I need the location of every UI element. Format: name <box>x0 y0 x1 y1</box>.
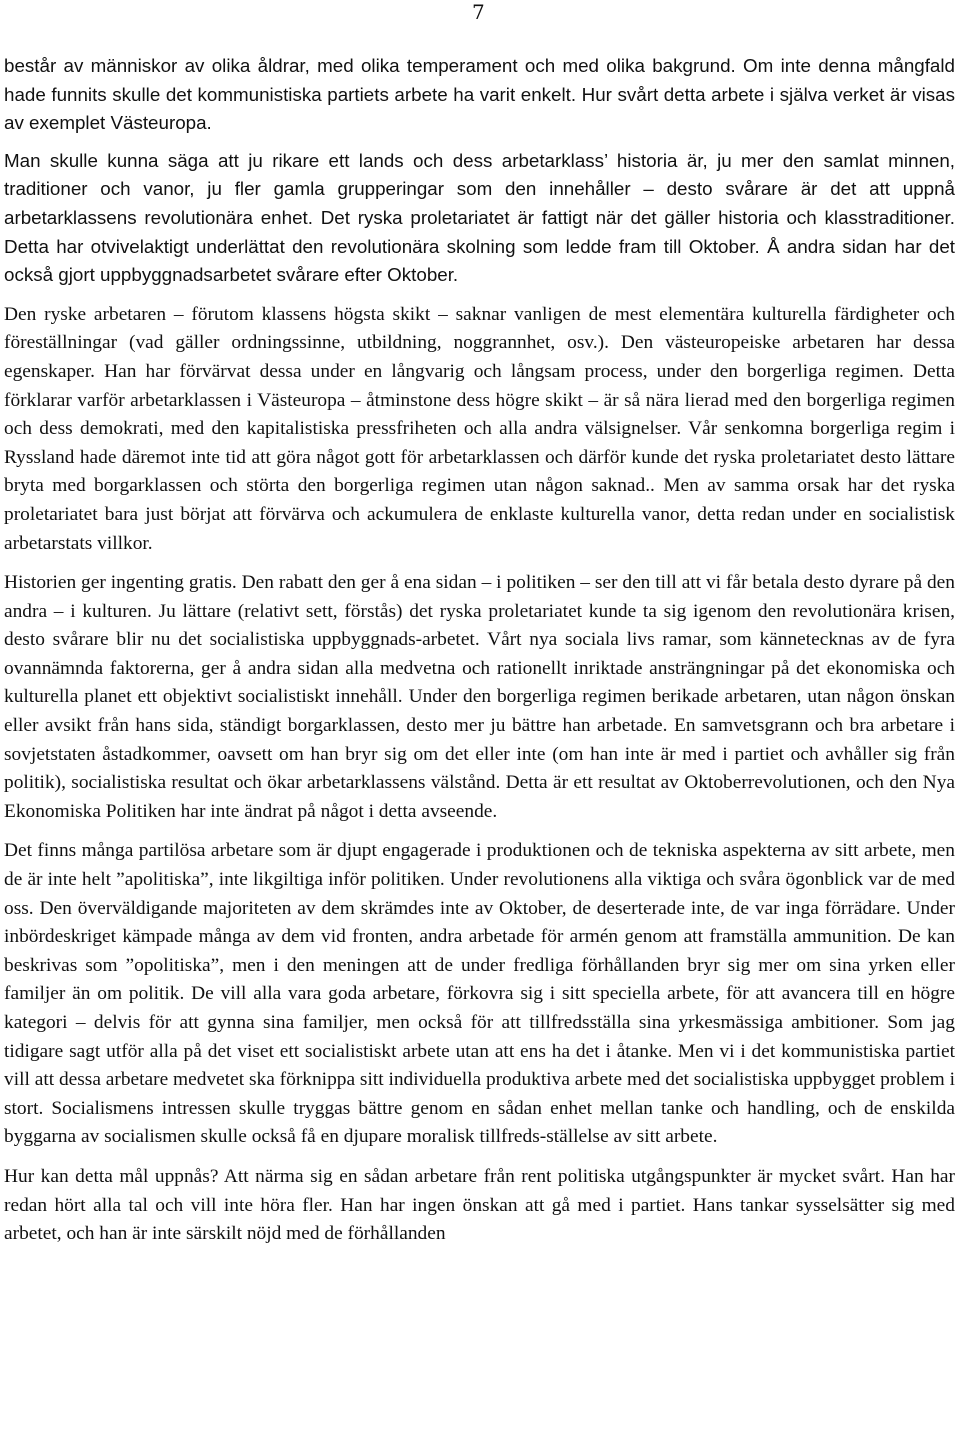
paragraph-1: består av människor av olika åldrar, med olika temperament och med olika bakgrund. Om inte denna mångfald hade funnits skulle det kommunistiska partiets arbete ha varit enkelt. Hur svårt detta arbete i själva verket är visas av exemplet Västeuropa. <box>4 55 955 134</box>
page-number: 7 <box>472 0 485 24</box>
paragraph-6: Hur kan detta mål uppnås? Att närma sig en sådan arbetare från rent politiska utgångspunkter är mycket svårt. Han har redan hört alla tal och vill inte höra fler. Han har ingen önskan att gå med i partiet. Hans tankar sysselsätter sig med arbetet, och han är inte särskilt nöjd med de förhållanden <box>4 1165 955 1245</box>
document-body <box>4 52 955 1249</box>
paragraph-3: Den ryske arbetaren – förutom klassens högsta skikt – saknar vanligen de mest elementära kulturella färdigheter och föreställningar (vad gäller ordningssinne, utbildning, noggrannhet, osv.). Den västeuropeiske arbetaren har dessa egenskaper. Han har förvärvat dessa under en långvarig och långsam process, under den borgerliga regimen. Detta förklarar varför arbetarklassen i Västeuropa – åtminstone dess högre skikt – är så nära lierad med den borgerliga regimen och dess demokrati, med den kapitalistiska pressfriheten och alla andra välsignelser. Vår senkomna borgerliga regim i Ryssland hade däremot inte tid att göra något gott för arbetarklassen och därför kunde det ryska proletariatet desto lättare bryta med borgarklassen och störta den borgerliga regimen utan någon saknad.. Men av samma orsak har det ryska proletariatet bara just börjat att förvärva och ackumulera de enklaste kulturella vanor, detta redan under en socialistisk arbetarstats villkor. <box>4 303 955 554</box>
paragraph-5: Det finns många partilösa arbetare som är djupt engagerade i produktionen och de tekniska aspekterna av sitt arbete, men de är inte helt ”apolitiska”, inte likgiltiga inför politiken. Under revolutionens alla viktiga och svåra ögonblick var de med oss. Den överväldigande majoriteten av dem skrämdes inte av Oktober, de deserterade inte, de var inga förrädare. Under inbördeskriget kämpade många av dem vid fronten, andra arbetade för armén genom att framställa ammunition. De kan beskrivas som ”opolitiska”, men i den meningen att de under fredliga förhållanden bryr sig mer om sina yrken eller familjer än om politik. De vill alla vara goda arbetare, förkovra sig i sitt speciella arbete, för att avancera till en högre kategori – delvis för att gynna sina familjer, men också för att tillfredsställa sina yrkesmässiga ambitioner. Som jag tidigare sagt utför alla på det viset ett socialistiskt arbete utan att ens ha det i åtanke. Men vi i det kommunistiska partiet vill att dessa arbetare medvetet ska förknippa sitt individuella produktiva arbete med det socialistiska uppbygget problem i stort. Socialismens intressen skulle tryggas bättre genom en sådan enhet mellan tanke och handling, och de enskilda byggarna av socialismen skulle också få en djupare moralisk tillfreds-ställelse av sitt arbete. <box>4 840 955 1148</box>
paragraph-2: Man skulle kunna säga att ju rikare ett lands och dess arbetarklass’ historia är, ju mer den samlat minnen, traditioner och vanor, ju fler gamla grupperingar som den innehåller – desto svårare är det att uppnå arbetarklassens revolutionära enhet. Det ryska proletariatet är fattigt när det gäller historia och klasstraditioner. Detta har otvivelaktigt underlättat den revolutionära skolning som ledde fram till Oktober. Å andra sidan har det också gjort uppbyggnadsarbetet svårare efter Oktober. <box>4 149 955 286</box>
paragraph-4: Historien ger ingenting gratis. Den rabatt den ger å ena sidan – i politiken – ser den till att vi får betala desto dyrare på den andra – i kulturen. Ju lättare (relativt sett, förstås) det ryska proletariatet kunde ta sig igenom den revolutionära krisen, desto svårare blir nu det socialistiska uppbyggnads-arbetet. Vårt nya sociala livs ramar, som kännetecknas av de fyra ovannämnda faktorerna, ger å andra sidan alla medvetna och rationellt inriktade ansträngningar på det ekonomiska och kulturella planet ett objektivt socialistiskt innehåll. Under den borgerliga regimen berikade arbetaren, utan någon önskan eller avsikt från hans sida, ständigt borgarklassen, desto mer ju bättre han arbetade. En samvetsgrann och bra arbetare i sovjetstaten åstadkommer, oavsett om han bryr sig om det eller inte (om han inte är med i partiet och avhåller sig från politik), socialistiska resultat och ökar arbetarklassens välstånd. Detta är ett resultat av Oktoberrevolutionen, och den Nya Ekonomiska Politiken har inte ändrat på något i detta avseende. <box>4 572 955 822</box>
